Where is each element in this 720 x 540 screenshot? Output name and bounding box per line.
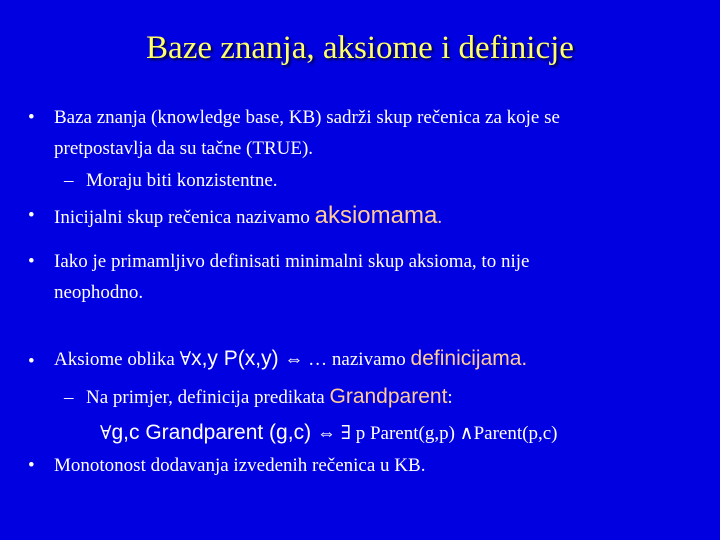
- bullet-1-line-2: pretpostavlja da su tačne (TRUE).: [54, 138, 314, 159]
- bullet-1-line-1: Baza znanja (knowledge base, KB) sadrži skup rečenica za koje se: [54, 107, 560, 128]
- formula-iff-symbol: ⇔: [316, 423, 336, 444]
- formula-right: Parent(p,c): [473, 423, 558, 444]
- bullet-1-sub-dash: –: [64, 170, 74, 191]
- formula-middle: p Parent(g,p): [350, 423, 460, 444]
- forall-symbol: ∀: [179, 349, 192, 370]
- bullet-3-marker: •: [28, 251, 35, 272]
- bullet-4-marker: •: [28, 351, 35, 372]
- sub-4-dash: –: [64, 387, 74, 408]
- bullet-3-line-1: Iako je primamljivo definisati minimalni skup aksioma, to nije: [54, 251, 530, 272]
- grandparent-definition-formula: [100, 422, 557, 443]
- sub-4-text: Na primjer, definicija predikata: [86, 387, 330, 408]
- term-aksiomama: aksiomama: [314, 202, 438, 229]
- bullet-2-end: .: [437, 207, 443, 228]
- formula-left: g,c Grandparent (g,c): [111, 421, 317, 444]
- bullet-2-marker: •: [28, 205, 35, 226]
- formula-and-symbol: ∧: [459, 423, 474, 444]
- sub-4-line: [86, 386, 453, 407]
- bullet-4-formula: x,y P(x,y): [191, 347, 285, 370]
- bullet-2-line: [54, 204, 442, 228]
- bullet-3-line-2: neophodno.: [54, 282, 144, 303]
- bullet-4-prefix: Aksiome oblika: [54, 349, 180, 370]
- bullet-4-line: [54, 348, 527, 369]
- bullet-5-marker: •: [28, 455, 35, 476]
- formula-exists-symbol: ∃: [335, 423, 351, 444]
- formula-forall-symbol: ∀: [100, 423, 112, 444]
- bullet-1-marker: •: [28, 107, 35, 128]
- bullet-1-sub-text: Moraju biti konzistentne.: [86, 170, 278, 191]
- sub-4-colon: :: [447, 387, 453, 408]
- bullet-2-text: Inicijalni skup rečenica nazivamo: [54, 207, 315, 228]
- bullet-5-line: Monotonost dodavanja izvedenih rečenica u KB.: [54, 455, 426, 476]
- term-definicijama: definicijama.: [410, 347, 528, 370]
- iff-symbol: ⇔: [284, 349, 304, 370]
- slide-title: Baze znanja, aksiome i definicje: [146, 30, 574, 66]
- bullet-4-dots: … nazivamo: [303, 349, 411, 370]
- predicate-grandparent: Grandparent: [329, 385, 448, 408]
